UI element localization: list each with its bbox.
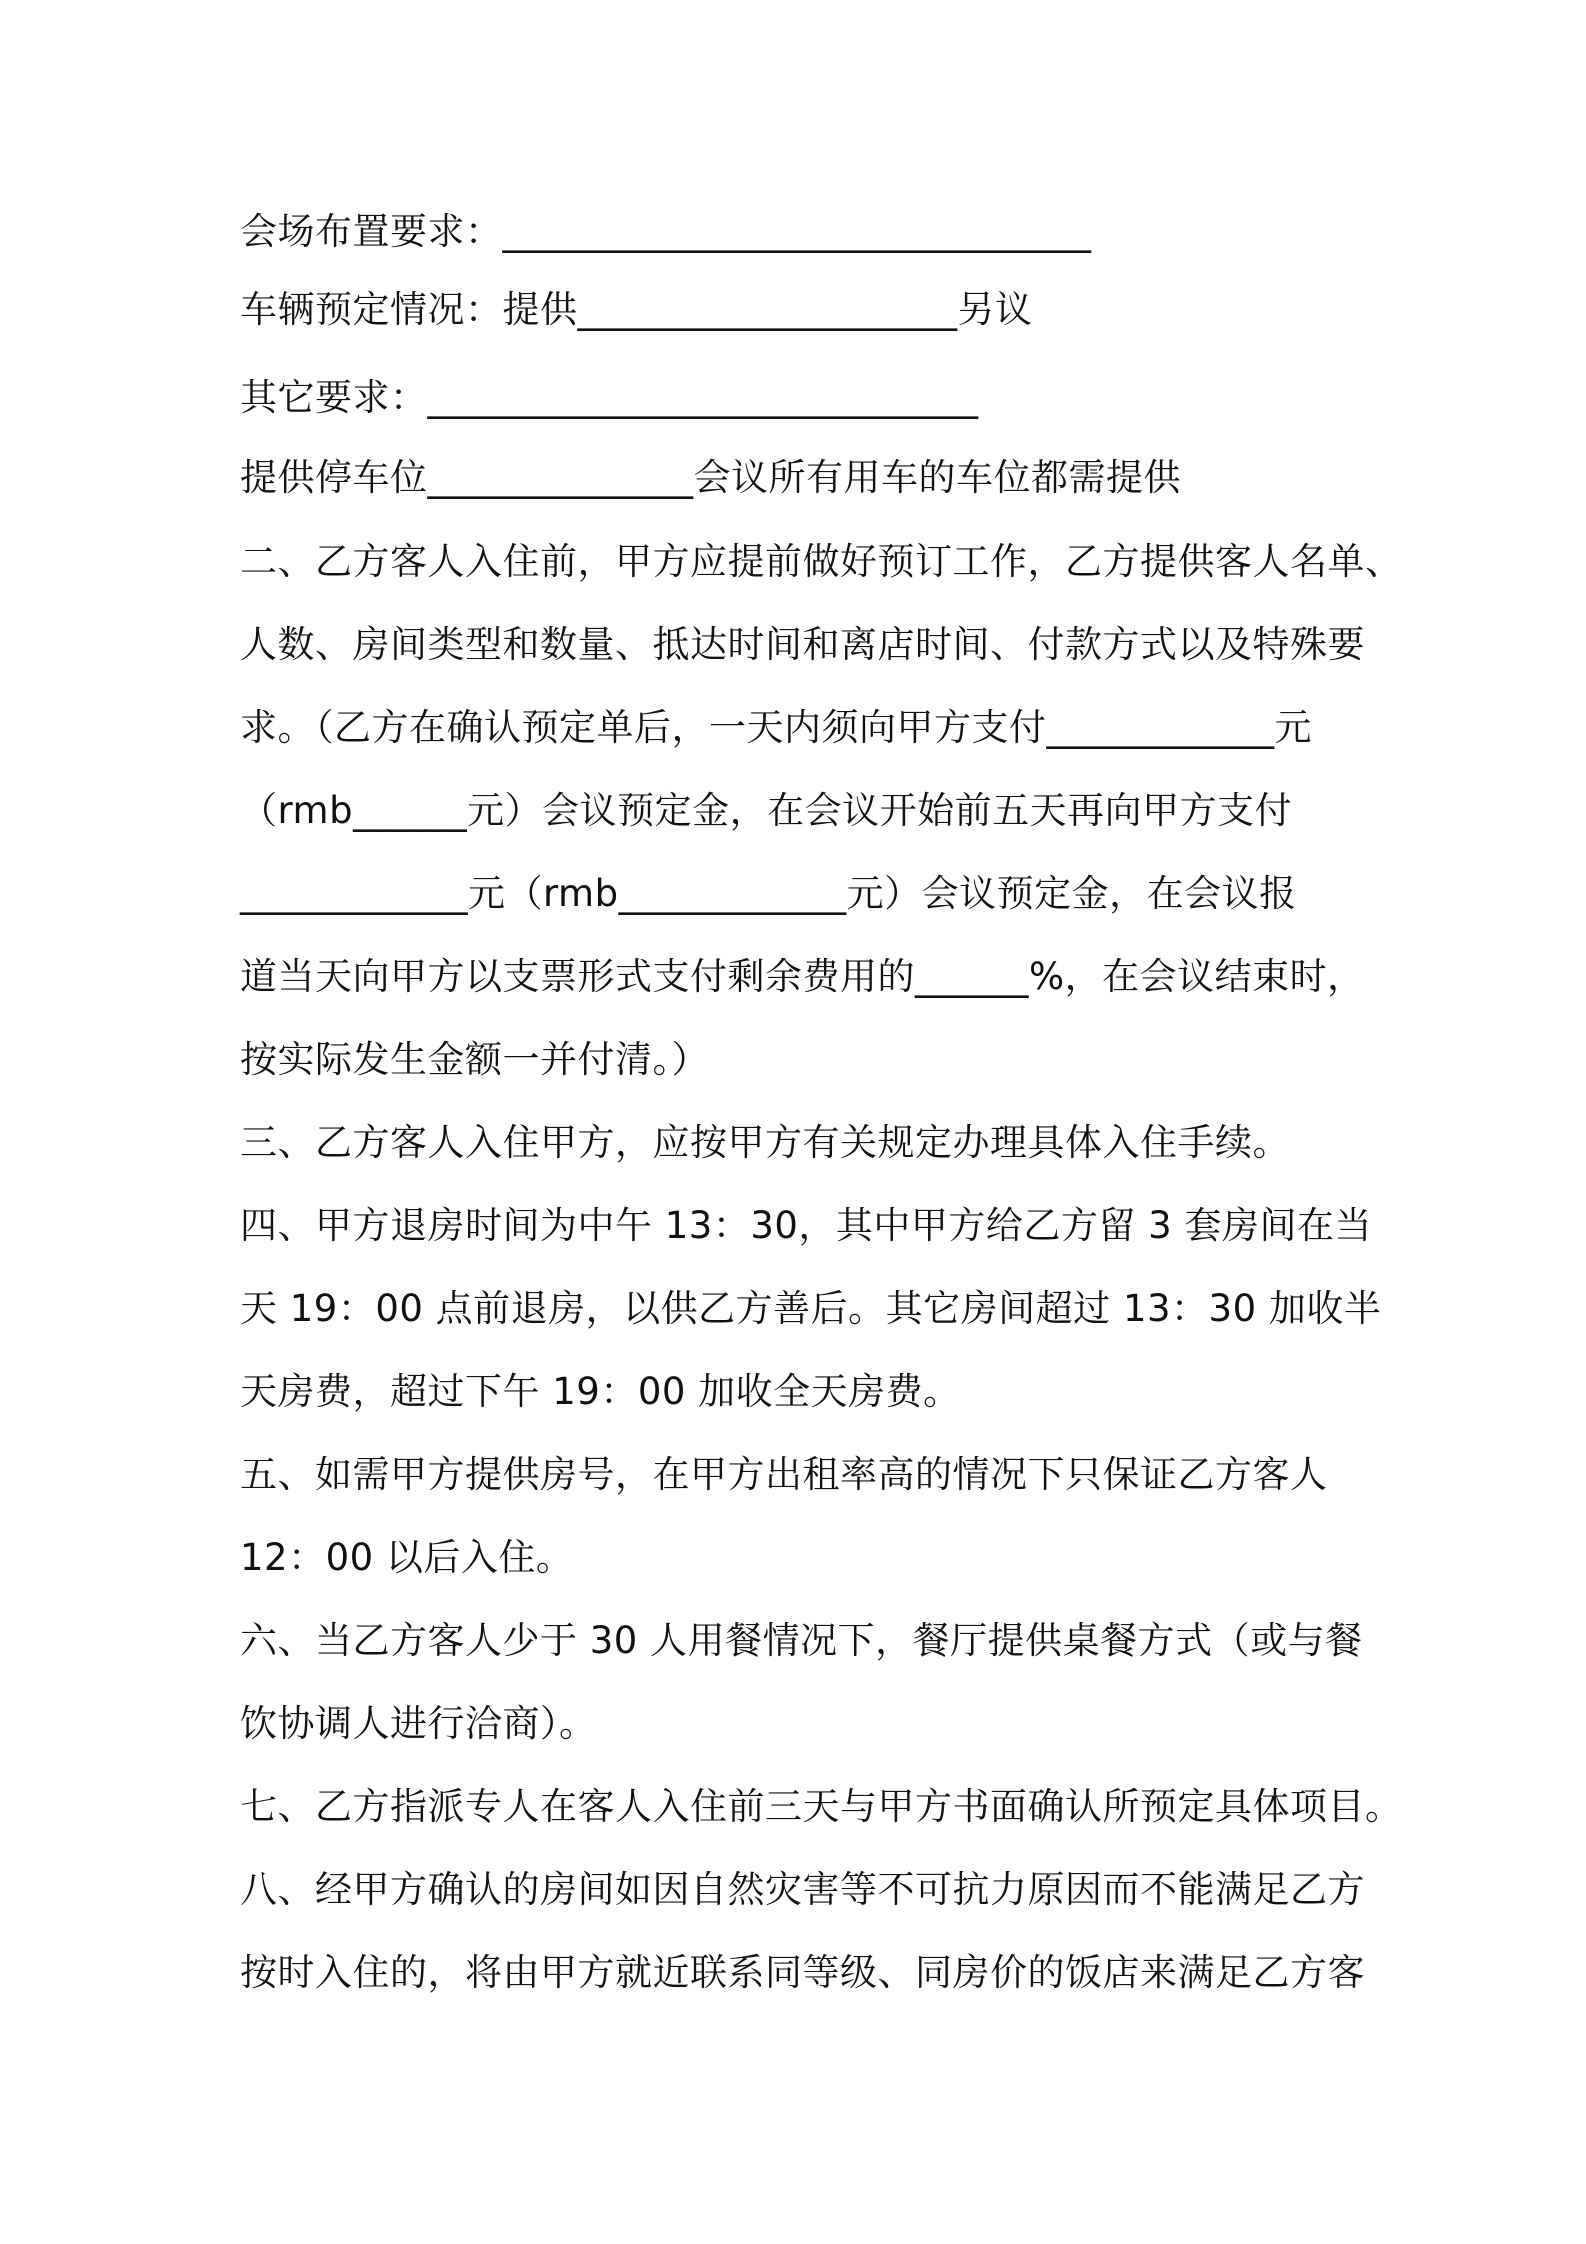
text-line: 人数、房间类型和数量、抵达时间和离店时间、付款方式以及特殊要 (240, 623, 1365, 666)
text-line: 饮协调人进行洽商）。 (240, 1702, 597, 1745)
text-line: （rmb______元）会议预定金，在会议开始前五天再向甲方支付 (240, 789, 1293, 832)
text-line: 天房费，超过下午 19：00 加收全天房费。 (240, 1370, 961, 1413)
text-line: 五、如需甲方提供房号，在甲方出租率高的情况下只保证乙方客人 (240, 1453, 1328, 1496)
text-line: 车辆预定情况：提供____________________另议 (240, 288, 1033, 331)
text-line: 七、乙方指派专人在客人入住前三天与甲方书面确认所预定具体项目。 (240, 1785, 1403, 1828)
text-line: 按时入住的，将由甲方就近联系同等级、同房价的饭店来满足乙方客 (240, 1951, 1365, 1994)
text-line: 其它要求：_____________________________ (240, 376, 979, 419)
text-line: 六、当乙方客人少于 30 人用餐情况下，餐厅提供桌餐方式（或与餐 (240, 1619, 1363, 1662)
text-line: 按实际发生金额一并付清。） (240, 1038, 709, 1081)
text-line: 二、乙方客人入住前，甲方应提前做好预订工作，乙方提供客人名单、 (240, 540, 1403, 583)
text-line: ____________元（rmb____________元）会议预定金，在会议报 (240, 872, 1297, 915)
text-line: 八、经甲方确认的房间如因自然灾害等不可抗力原因而不能满足乙方 (240, 1868, 1365, 1911)
text-line: 12：00 以后入住。 (240, 1536, 574, 1579)
text-line: 三、乙方客人入住甲方，应按甲方有关规定办理具体入住手续。 (240, 1121, 1290, 1164)
text-line: 求。（乙方在确认预定单后，一天内须向甲方支付____________元 (240, 706, 1312, 749)
text-line: 四、甲方退房时间为中午 13：30，其中甲方给乙方留 3 套房间在当 (240, 1204, 1372, 1247)
text-line: 会场布置要求：_______________________________ (240, 210, 1092, 253)
text-line: 道当天向甲方以支票形式支付剩余费用的______%，在会议结束时， (240, 955, 1365, 998)
text-line: 天 19：00 点前退房，以供乙方善后。其它房间超过 13：30 加收半 (240, 1287, 1382, 1330)
text-line: 提供停车位______________会议所有用车的车位都需提供 (240, 456, 1181, 499)
